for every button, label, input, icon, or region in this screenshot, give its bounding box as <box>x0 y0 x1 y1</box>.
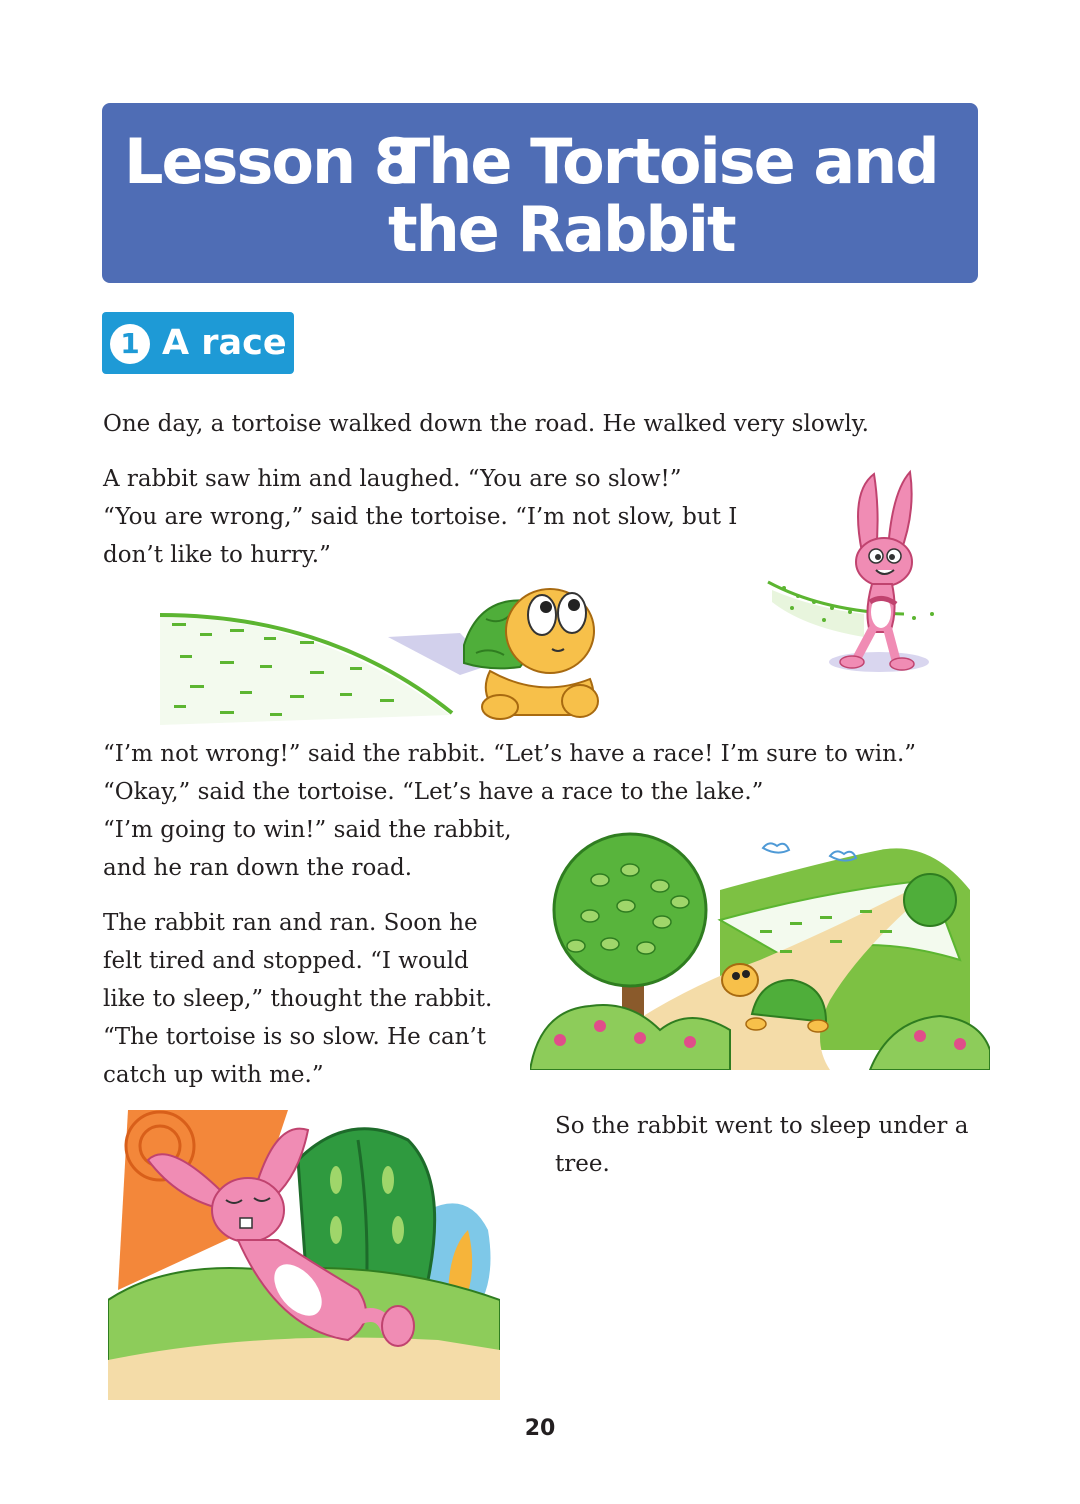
story-line: One day, a tortoise walked down the road. He walked very slowly. <box>103 411 869 437</box>
story-line: The rabbit ran and ran. Soon he <box>103 910 478 936</box>
story-line: catch up with me.” <box>103 1062 324 1088</box>
story-line: So the rabbit went to sleep under a <box>555 1113 969 1139</box>
section-number: 1 <box>110 324 150 364</box>
section-title: A race <box>162 323 287 363</box>
tortoise-on-road-illustration <box>530 830 990 1070</box>
story-line: felt tired and stopped. “I would <box>103 948 469 974</box>
story-line: “The tortoise is so slow. He can’t <box>103 1024 487 1050</box>
lesson-title-banner <box>102 103 978 283</box>
story-line: like to sleep,” thought the rabbit. <box>103 986 493 1012</box>
story-line: “I’m going to win!” said the rabbit, <box>103 817 512 843</box>
page-number: 20 <box>524 1416 556 1441</box>
rabbit-laughing-illustration <box>764 462 964 687</box>
lesson-title-line-2: the Rabbit <box>388 193 735 266</box>
tortoise-looking-up-illustration <box>160 575 625 725</box>
lesson-label: Lesson 8 <box>124 125 415 198</box>
story-line: and he ran down the road. <box>103 855 413 881</box>
story-line: A rabbit saw him and laughed. “You are so slow!” <box>103 466 682 492</box>
story-line: tree. <box>555 1151 610 1177</box>
story-line: “Okay,” said the tortoise. “Let’s have a race to the lake.” <box>103 779 764 805</box>
story-line: don’t like to hurry.” <box>103 542 331 568</box>
lesson-title-line-1: The Tortoise and <box>388 125 938 198</box>
story-line: “I’m not wrong!” said the rabbit. “Let’s have a race! I’m sure to win.” <box>103 741 917 767</box>
section-heading <box>102 312 294 374</box>
rabbit-sleeping-illustration <box>108 1100 500 1400</box>
story-line: “You are wrong,” said the tortoise. “I’m not slow, but I <box>103 504 738 530</box>
